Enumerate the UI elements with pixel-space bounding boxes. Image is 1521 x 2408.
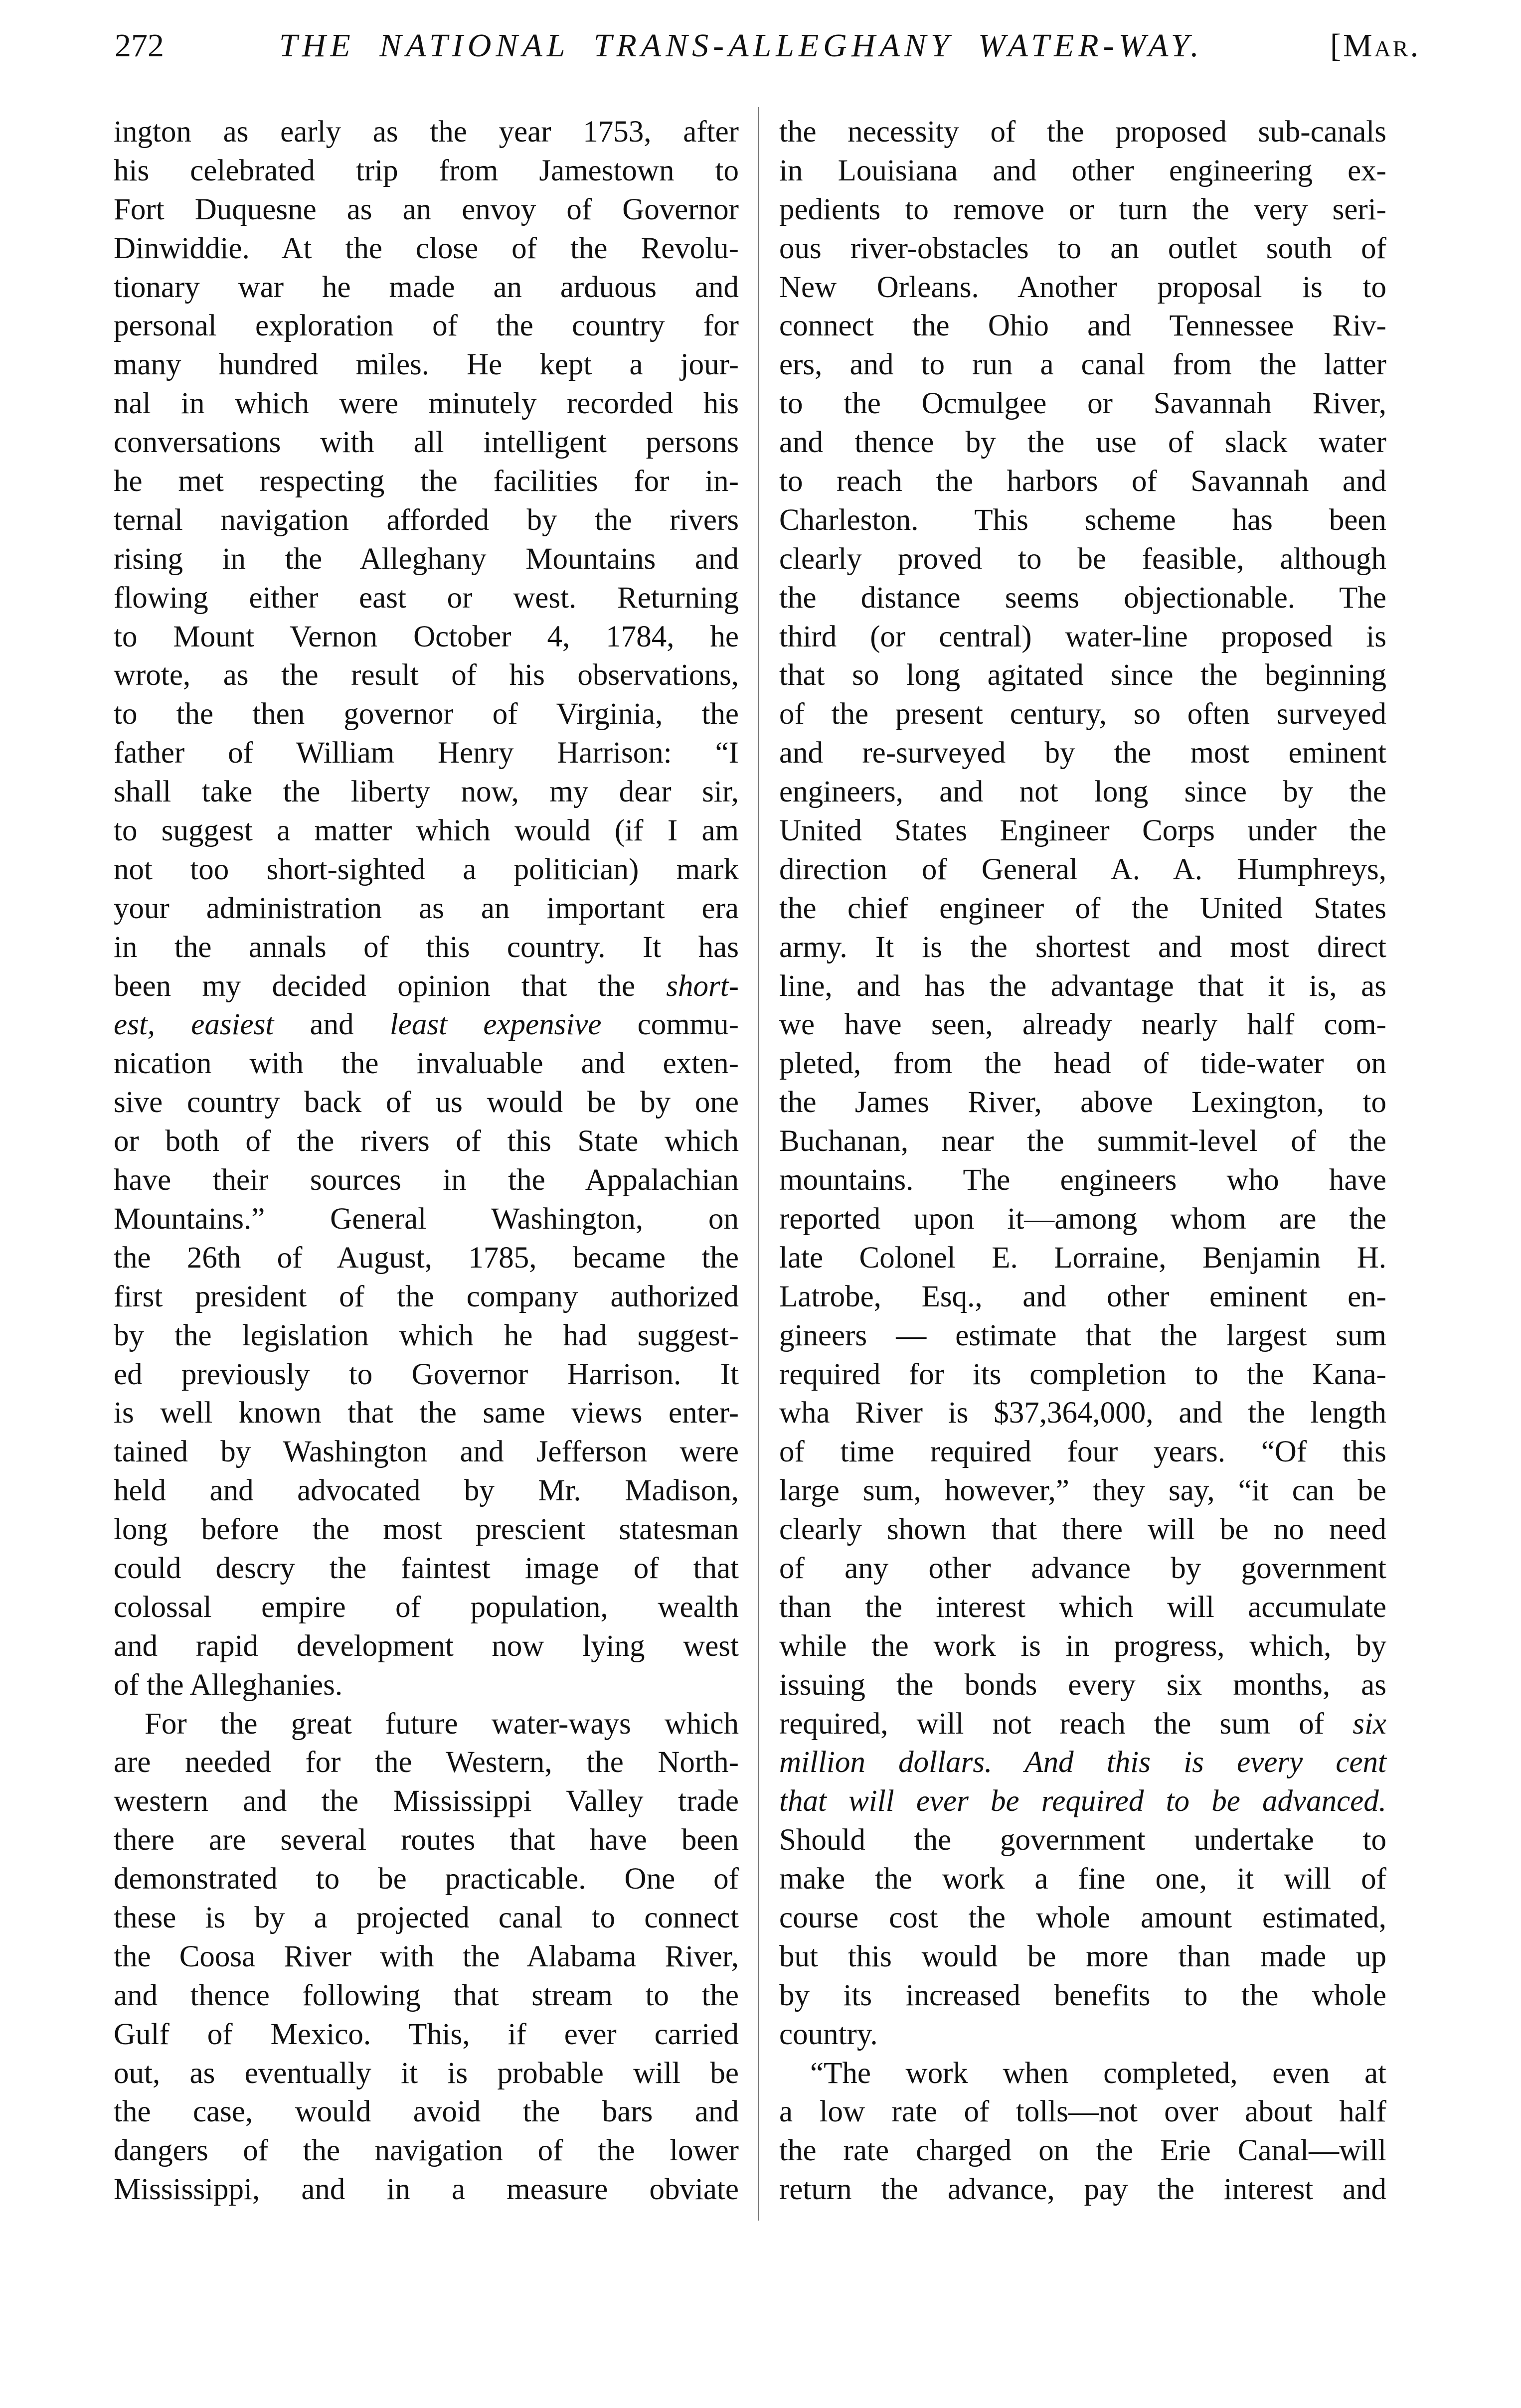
text-line: line, and has the advantage that it is, as bbox=[779, 969, 1386, 1003]
text-line: of the Alleghanies. bbox=[114, 1668, 343, 1702]
text-line: rising in the Alleghany Mountains and bbox=[114, 542, 739, 576]
text-line: of any other advance by government bbox=[779, 1551, 1386, 1585]
text-line: the Coosa River with the Alabama River, bbox=[114, 1939, 739, 1973]
text-line: make the work a fine one, it will of bbox=[779, 1862, 1386, 1896]
text-line: large sum, however,” they say, “it can be bbox=[779, 1474, 1386, 1508]
text-line: and rapid development now lying west bbox=[114, 1629, 739, 1663]
text-line: wha River is $37,364,000, and the length bbox=[779, 1396, 1386, 1430]
text-line: mountains. The engineers who have bbox=[779, 1163, 1386, 1197]
text-line: by the legislation which he had suggest- bbox=[114, 1318, 739, 1352]
text-line: Mississippi, and in a measure obviate bbox=[114, 2173, 739, 2207]
emphasis-text: that will ever be required to be advanced. bbox=[779, 1784, 1386, 1818]
text-line: long before the most prescient statesman bbox=[114, 1513, 739, 1547]
text-line: in the annals of this country. It has bbox=[114, 930, 739, 964]
text-line: first president of the company authorized bbox=[114, 1280, 739, 1313]
text-line: are needed for the Western, the North- bbox=[114, 1746, 739, 1779]
text-line: Latrobe, Esq., and other eminent en- bbox=[779, 1280, 1386, 1313]
text-line: or both of the rivers of this State which bbox=[114, 1124, 739, 1158]
text-line: to reach the harbors of Savannah and bbox=[779, 465, 1386, 498]
text-line: ed previously to Governor Harrison. It bbox=[114, 1357, 739, 1391]
text-line: we have seen, already nearly half com- bbox=[779, 1008, 1386, 1042]
emphasis-text: million dollars. And this is every cent bbox=[779, 1746, 1386, 1779]
text-line: United States Engineer Corps under the bbox=[779, 814, 1386, 848]
text-line: is well known that the same views enter- bbox=[114, 1396, 739, 1430]
text-line: wrote, as the result of his observations, bbox=[114, 658, 739, 692]
text-line: shall take the liberty now, my dear sir, bbox=[114, 775, 739, 809]
text-line: and thence by the use of slack water bbox=[779, 426, 1386, 460]
text-line: the rate charged on the Erie Canal—will bbox=[779, 2134, 1386, 2168]
text-line bbox=[779, 1782, 1386, 1821]
text-line bbox=[779, 1743, 1386, 1782]
text-line: that so long agitated since the beginning bbox=[779, 658, 1386, 692]
text-line: Gulf of Mexico. This, if ever carried bbox=[114, 2017, 739, 2051]
text-line: Charleston. This scheme has been bbox=[779, 503, 1386, 537]
text-line bbox=[114, 1005, 739, 1044]
issue-month: [Mar. bbox=[1330, 27, 1421, 64]
text-line: ers, and to run a canal from the latter bbox=[779, 348, 1386, 382]
text-line: engineers, and not long since by the bbox=[779, 775, 1386, 809]
text-line: return the advance, pay the interest and bbox=[779, 2173, 1386, 2207]
text-line: there are several routes that have been bbox=[114, 1823, 739, 1857]
text-line: to the then governor of Virginia, the bbox=[114, 697, 739, 731]
running-title: THE NATIONAL TRANS-ALLEGHANY WATER-WAY. bbox=[279, 27, 1203, 64]
text-line: a low rate of tolls—not over about half bbox=[779, 2095, 1386, 2129]
text-line: pedients to remove or turn the very seri- bbox=[779, 192, 1386, 226]
text-line: Mountains.” General Washington, on bbox=[114, 1202, 739, 1236]
text-line: Buchanan, near the summit-level of the bbox=[779, 1124, 1386, 1158]
text-line: tionary war he made an arduous and bbox=[114, 270, 739, 304]
text-line: nication with the invaluable and exten- bbox=[114, 1047, 739, 1081]
text-line: the necessity of the proposed sub-canals bbox=[779, 115, 1386, 149]
paragraph-start-line: “The work when completed, even at bbox=[810, 2056, 1386, 2090]
text-line: not too short-sighted a politician) mark bbox=[114, 852, 739, 886]
text-line: personal exploration of the country for bbox=[114, 309, 739, 343]
text-line: than the interest which will accumulate bbox=[779, 1590, 1386, 1624]
text-run: and bbox=[274, 1008, 390, 1042]
text-line: the 26th of August, 1785, became the bbox=[114, 1241, 739, 1275]
text-line: New Orleans. Another proposal is to bbox=[779, 270, 1386, 304]
text-line: held and advocated by Mr. Madison, bbox=[114, 1474, 739, 1508]
text-line: required for its completion to the Kana- bbox=[779, 1357, 1386, 1391]
text-line: third (or central) water-line proposed is bbox=[779, 620, 1386, 653]
text-line: but this would be more than made up bbox=[779, 1939, 1386, 1973]
text-run: required, will not reach the sum of bbox=[779, 1707, 1353, 1741]
text-line: flowing either east or west. Returning bbox=[114, 581, 739, 615]
text-line: these is by a projected canal to connect bbox=[114, 1901, 739, 1934]
text-line: of the present century, so often surveyed bbox=[779, 697, 1386, 731]
emphasis-text: six bbox=[1352, 1707, 1386, 1741]
text-run: commu- bbox=[601, 1008, 739, 1042]
text-line: your administration as an important era bbox=[114, 891, 739, 925]
text-line: have their sources in the Appalachian bbox=[114, 1163, 739, 1197]
text-line: clearly proved to be feasible, although bbox=[779, 542, 1386, 576]
text-line: while the work is in progress, which, by bbox=[779, 1629, 1386, 1663]
emphasis-text: est, easiest bbox=[114, 1008, 274, 1042]
text-line: and re-surveyed by the most eminent bbox=[779, 736, 1386, 770]
text-line: to Mount Vernon October 4, 1784, he bbox=[114, 620, 739, 653]
text-line: western and the Mississippi Valley trade bbox=[114, 1784, 739, 1818]
text-line: colossal empire of population, wealth bbox=[114, 1590, 739, 1624]
column-divider bbox=[758, 107, 759, 2221]
text-line: could descry the faintest image of that bbox=[114, 1551, 739, 1585]
text-line: of time required four years. “Of this bbox=[779, 1435, 1386, 1469]
text-line: gineers — estimate that the largest sum bbox=[779, 1318, 1386, 1352]
right-column bbox=[779, 113, 1386, 2209]
text-line: ous river-obstacles to an outlet south of bbox=[779, 231, 1386, 265]
text-line: the chief engineer of the United States bbox=[779, 891, 1386, 925]
text-line: his celebrated trip from Jamestown to bbox=[114, 154, 739, 187]
text-line: connect the Ohio and Tennessee Riv- bbox=[779, 309, 1386, 343]
emphasis-text: short- bbox=[666, 969, 739, 1003]
text-line: Should the government undertake to bbox=[779, 1823, 1386, 1857]
text-line: demonstrated to be practicable. One of bbox=[114, 1862, 739, 1896]
left-column bbox=[114, 113, 739, 2209]
text-line: sive country back of us would be by one bbox=[114, 1086, 739, 1120]
text-line: nal in which were minutely recorded his bbox=[114, 387, 739, 421]
text-run: been my decided opinion that the bbox=[114, 969, 667, 1003]
text-line: to the Ocmulgee or Savannah River, bbox=[779, 387, 1386, 421]
text-line: in Louisiana and other engineering ex- bbox=[779, 154, 1386, 187]
text-line: clearly shown that there will be no need bbox=[779, 1513, 1386, 1547]
text-line: the case, would avoid the bars and bbox=[114, 2095, 739, 2129]
emphasis-text: least expensive bbox=[389, 1008, 602, 1042]
text-line: out, as eventually it is probable will be bbox=[114, 2056, 739, 2090]
text-line: army. It is the shortest and most direct bbox=[779, 930, 1386, 964]
text-line: Dinwiddie. At the close of the Revolu- bbox=[114, 231, 739, 265]
text-line: by its increased benefits to the whole bbox=[779, 1978, 1386, 2012]
text-line: and thence following that stream to the bbox=[114, 1978, 739, 2012]
text-line: many hundred miles. He kept a jour- bbox=[114, 348, 739, 382]
text-line: the James River, above Lexington, to bbox=[779, 1086, 1386, 1120]
page-number: 272 bbox=[115, 27, 164, 64]
text-line: late Colonel E. Lorraine, Benjamin H. bbox=[779, 1241, 1386, 1275]
text-line: to suggest a matter which would (if I am bbox=[114, 814, 739, 848]
text-line: dangers of the navigation of the lower bbox=[114, 2134, 739, 2168]
text-line: Fort Duquesne as an envoy of Governor bbox=[114, 192, 739, 226]
text-line: tained by Washington and Jefferson were bbox=[114, 1435, 739, 1469]
text-line bbox=[779, 1705, 1386, 1744]
text-line: issuing the bonds every six months, as bbox=[779, 1668, 1386, 1702]
text-line: direction of General A. A. Humphreys, bbox=[779, 852, 1386, 886]
text-line: the distance seems objectionable. The bbox=[779, 581, 1386, 615]
text-line bbox=[114, 967, 739, 1006]
text-line: reported upon it—among whom are the bbox=[779, 1202, 1386, 1236]
text-line: country. bbox=[779, 2017, 878, 2051]
text-line: ington as early as the year 1753, after bbox=[114, 115, 739, 149]
text-line: father of William Henry Harrison: “I bbox=[114, 736, 739, 770]
text-line: conversations with all intelligent persons bbox=[114, 426, 739, 460]
text-line: pleted, from the head of tide-water on bbox=[779, 1047, 1386, 1081]
paragraph-start-line: For the great future water-ways which bbox=[145, 1707, 739, 1741]
text-line: ternal navigation afforded by the rivers bbox=[114, 503, 739, 537]
text-line: he met respecting the facilities for in- bbox=[114, 465, 739, 498]
text-line: course cost the whole amount estimated, bbox=[779, 1901, 1386, 1934]
